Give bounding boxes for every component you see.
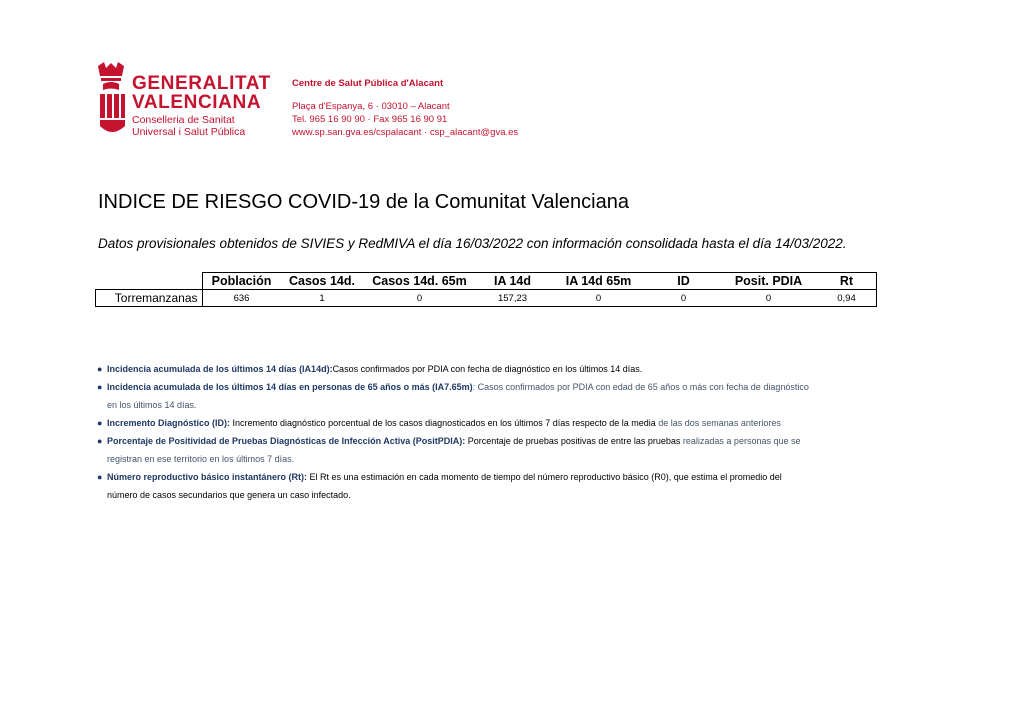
center-info (292, 77, 518, 139)
table-row (96, 290, 877, 307)
page-subtitle: Datos provisionales obtenidos de SIVIES y RedMIVA el día 16/03/2022 con información consolidada hasta el día 14/03/2022. (98, 236, 847, 251)
cell-casos14d65m: 0 (364, 290, 476, 307)
note-text-grey: realizadas a personas que se (680, 436, 801, 446)
header-id: ID (648, 273, 720, 290)
header-casos14d: Casos 14d. (281, 273, 364, 290)
cell-ia14d65m: 0 (550, 290, 648, 307)
cell-rt: 0,94 (818, 290, 877, 307)
logo-line2: VALENCIANA (132, 92, 262, 113)
header-poblacion: Población (202, 273, 281, 290)
header-empty (96, 273, 203, 290)
note-text: El Rt es una estimación en cada momento de tiempo del número reproductivo básico (R0), que estima el promedio del (307, 472, 782, 482)
header-casos14d65m: Casos 14d. 65m (364, 273, 476, 290)
note-term: Incidencia acumulada de los últimos 14 días (IA14d): (107, 364, 333, 374)
note-text-continued: registran en ese territorio en los últimos 7 días. (107, 454, 295, 464)
cell-casos14d: 1 (281, 290, 364, 307)
header-rt: Rt (818, 273, 877, 290)
note-term: Porcentaje de Positividad de Pruebas Diagnósticas de Infección Activa (PositPDIA): (107, 436, 466, 446)
cell-poblacion: 636 (202, 290, 281, 307)
generalitat-logo (94, 60, 274, 140)
note-text-continued: número de casos secundarios que genera un caso infectado. (107, 490, 351, 500)
center-phone: Tel. 965 16 90 90 · Fax 965 16 90 91 (292, 114, 448, 125)
list-item (97, 432, 877, 468)
logo-sub2: Universal i Salut Pública (132, 126, 246, 138)
note-text-grey: de las dos semanas anteriores (655, 418, 781, 428)
note-term: Incremento Diagnóstico (ID): (107, 418, 231, 428)
bullet-icon: ● (97, 364, 103, 374)
row-name: Torremanzanas (96, 290, 203, 307)
bullet-icon: ● (97, 436, 103, 446)
bullet-icon: ● (97, 418, 103, 428)
header-ia14d: IA 14d (476, 273, 550, 290)
note-text-continued: en los últimos 14 días. (107, 400, 197, 410)
bullet-icon: ● (97, 382, 103, 392)
note-text: Porcentaje de pruebas positivas de entre las pruebas (465, 436, 681, 446)
list-item (97, 360, 877, 378)
bullet-icon: ● (97, 472, 103, 482)
logo-line1: GENERALITAT (132, 73, 271, 94)
cell-ia14d: 157,23 (476, 290, 550, 307)
note-term: Incidencia acumulada de los últimos 14 días en personas de 65 años o más (IA7.65m) (107, 382, 473, 392)
definitions-list (97, 360, 877, 504)
note-text: Casos confirmados por PDIA con fecha de diagnóstico en los últimos 14 días. (332, 364, 643, 374)
note-text: Incremento diagnóstico porcentual de los casos diagnosticados en los últimos 7 días respecto de la media (230, 418, 656, 428)
cell-posit: 0 (720, 290, 818, 307)
coat-of-arms-icon (94, 60, 128, 138)
risk-table (95, 272, 877, 307)
header-posit: Posit. PDIA (720, 273, 818, 290)
table-header-row (96, 273, 877, 290)
page-title: INDICE DE RIESGO COVID-19 de la Comunitat Valenciana (98, 191, 629, 213)
logo-sub1: Conselleria de Sanitat (132, 114, 235, 126)
note-text: : Casos confirmados por PDIA con edad de 65 años o más con fecha de diagnóstico (472, 382, 809, 392)
center-address: Plaça d'Espanya, 6 · 03010 – Alacant (292, 101, 450, 112)
center-web[interactable]: www.sp.san.gva.es/cspalacant · csp_alacant@gva.es (292, 127, 519, 138)
cell-id: 0 (648, 290, 720, 307)
header-ia14d65m: IA 14d 65m (550, 273, 648, 290)
center-name: Centre de Salut Pública d'Alacant (292, 78, 444, 89)
list-item (97, 414, 877, 432)
note-term: Número reproductivo básico instantánero (Rt): (107, 472, 308, 482)
list-item (97, 468, 877, 504)
list-item (97, 378, 877, 414)
